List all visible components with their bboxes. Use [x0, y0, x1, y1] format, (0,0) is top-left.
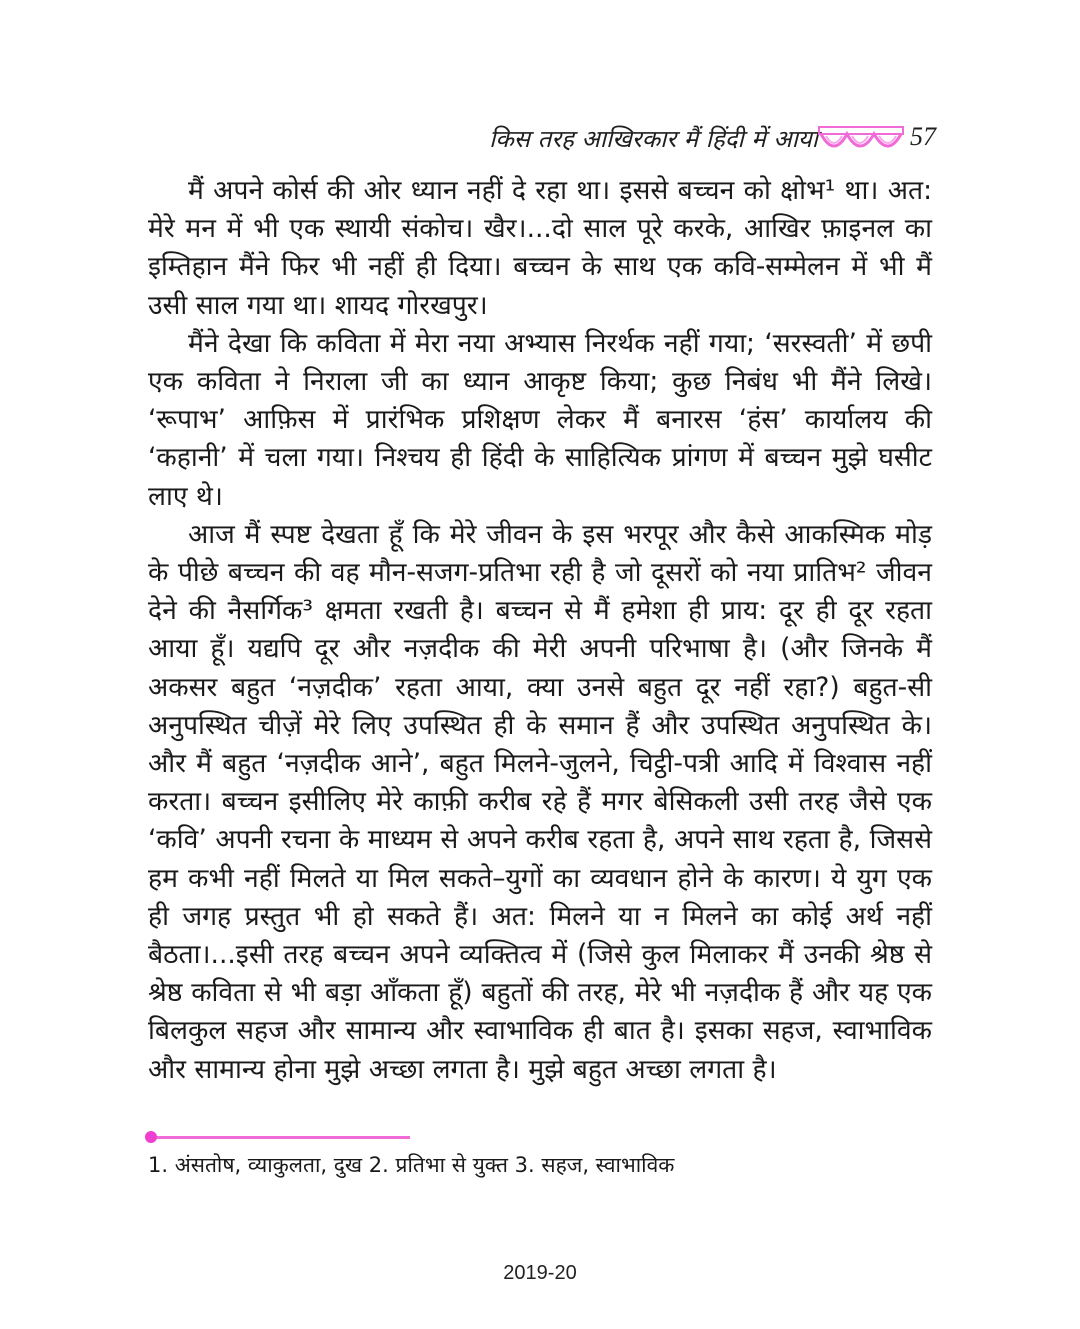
pink-scalloped-ornament-icon: [818, 126, 904, 156]
body-text: [148, 172, 932, 1089]
paragraph: मैं अपने कोर्स की ओर ध्यान नहीं दे रहा था। इससे बच्चन को क्षोभ¹ था। अत: मेरे मन में भी एक स्थायी संकोच। खैर।...दो साल पूरे करके, आखिर फ़ाइनल का इम्तिहान मैंने फिर भी नहीं ही दिया। बच्चन के साथ एक कवि-सम्मेलन में भी मैं उसी साल गया था। शायद गोरखपुर।: [148, 175, 932, 321]
footnotes: 1. अंसतोष, व्याकुलता, दुख 2. प्रतिभा से युक्त 3. सहज, स्वाभाविक: [148, 1153, 675, 1177]
running-title: किस तरह आखिरकार मैं हिंदी में आया: [489, 125, 818, 153]
footnote-divider: [148, 1136, 410, 1139]
footnote-divider-dot: [145, 1131, 157, 1143]
paragraph: आज मैं स्पष्ट देखता हूँ कि मेरे जीवन के इस भरपूर और कैसे आकस्मिक मोड़ के पीछे बच्चन की वह मौन-सजग-प्रतिभा रही है जो दूसरों को नया प्रातिभ² जीवन देने की नैसर्गिक³ क्षमता रखती है। बच्चन से मैं हमेशा ही प्राय: दूर ही दूर रहता आया हूँ। यद्यपि दूर और नज़दीक की मेरी अपनी परिभाषा है। (और जिनके मैं अकसर बहुत ‘नज़दीक’ रहता आया, क्या उनसे बहुत दूर नहीं रहा?) बहुत-सी अनुपस्थित चीज़ें मेरे लिए उपस्थित ही के समान हैं और उपस्थित अनुपस्थित के। और मैं बहुत ‘नज़दीक आने’, बहुत मिलने-जुलने, चिट्ठी-पत्री आदि में विश्वास नहीं करता। बच्चन इसीलिए मेरे काफ़ी करीब रहे हैं मगर बेसिकली उसी तरह जैसे एक ‘कवि’ अपनी रचना के माध्यम से अपने करीब रहता है, अपने साथ रहता है, जिससे हम कभी नहीं मिलते या मिल सकते–युगों का व्यवधान होने के कारण। ये युग एक ही जगह प्रस्तुत भी हो सकते हैं। अत: मिलने या न मिलने का कोई अर्थ नहीं बैठता।...इसी तरह बच्चन अपने व्यक्तित्व में (जिसे कुल मिलाकर मैं उनकी श्रेष्ठ से श्रेष्ठ कविता से भी बड़ा आँकता हूँ) बहुतों की तरह, मेरे भी नज़दीक हैं और यह एक बिलकुल सहज और सामान्य और स्वाभाविक ही बात है। इसका सहज, स्वाभाविक और सामान्य होना मुझे अच्छा लगता है। मुझे बहुत अच्छा लगता है।: [148, 518, 932, 1085]
footer-year: 2019-20: [503, 1262, 577, 1284]
paragraph: मैंने देखा कि कविता में मेरा नया अभ्यास निरर्थक नहीं गया; ‘सरस्वती’ में छपी एक कविता ने निराला जी का ध्यान आकृष्ट किया; कुछ निबंध भी मैंने लिखे। ‘रूपाभ’ आफ़िस में प्रारंभिक प्रशिक्षण लेकर मैं बनारस ‘हंस’ कार्यालय की ‘कहानी’ में चला गया। निश्चय ही हिंदी के साहित्यिक प्रांगण में बच्चन मुझे घसीट लाए थे।: [148, 327, 932, 512]
page-number: 57: [910, 122, 936, 151]
page-header: [0, 118, 1080, 162]
